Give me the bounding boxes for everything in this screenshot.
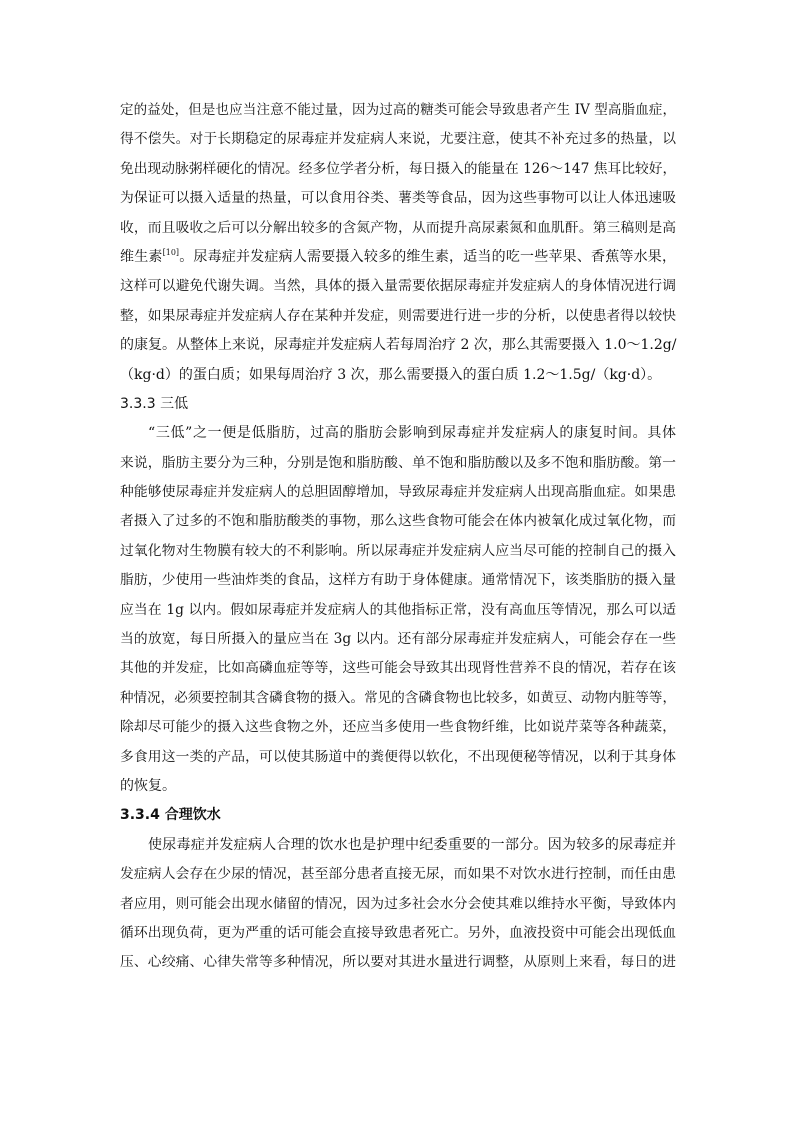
paragraph-line: 多食用这一类的产品，可以使其肠道中的粪便得以软化，不出现便秘等情况，以利于其身体 [120,748,676,765]
paragraph-line: 种情况，必须要控制其含磷食物的摄入。常见的含磷食物也比较多，如黄豆、动物内脏等等， [120,689,676,706]
paragraph-line: 整，如果尿毒症并发症病人存在某种并发症，则需要进行进一步的分析，以使患者得以较快 [120,307,676,324]
paragraph-line: （kg·d）的蛋白质；如果每周治疗 3 次，那么需要摄入的蛋白质 1.2～1.5g/（kg·d）。 [120,366,662,383]
paragraph-line: 者摄入了过多的不饱和脂肪酸类的事物，那么这些食物可能会在体内被氧化成过氧化物，而 [120,513,676,530]
paragraph-line: 免出现动脉粥样硬化的情况。经多位学者分析，每日摄入的能量在 126～147 焦耳比较好， [120,160,677,177]
document-body [120,96,676,978]
line-text: 。尿毒症并发症病人需要摄入较多的维生素，适当的吃一些苹果、香蕉等水果， [179,248,677,265]
paragraph-line: 收，而且吸收之后可以分解出较多的含氮产物，从而提升高尿素氮和血肌酐。第三稿则是高 [120,219,676,236]
paragraph-line: 循环出现负荷，更为严重的话可能会直接导致患者死亡。另外，血液投资中可能会出现低血 [120,924,676,941]
paragraph-line: 当的放宽，每日所摄入的量应当在 3g 以内。还有部分尿毒症并发症病人，可能会存在一些 [120,631,676,648]
paragraph-line: 脂肪，少使用一些油炸类的食品，这样方有助于身体健康。通常情况下，该类脂肪的摄入量 [120,572,676,589]
paragraph-line: 发症病人会存在少尿的情况，甚至部分患者直接无尿，而如果不对饮水进行控制，而任由患 [120,866,676,883]
paragraph-line: 种能够使尿毒症并发症病人的总胆固醇增加，导致尿毒症并发症病人出现高脂血症。如果患 [120,484,676,501]
paragraph-line: 为保证可以摄入适量的热量，可以食用谷类、薯类等食品，因为这些事物可以让人体迅速吸 [120,190,676,207]
line-text: 维生素 [120,248,163,265]
paragraph-line: 压、心绞痛、心律失常等多种情况，所以要对其进水量进行调整，从原则上来看，每日的进 [120,954,676,971]
paragraph-line: 得不偿失。对于长期稳定的尿毒症并发症病人来说，尤要注意，使其不补充过多的热量，以 [120,131,676,148]
section-heading: 3.3.4 合理饮水 [120,807,221,824]
paragraph-line: 使尿毒症并发症病人合理的饮水也是护理中纪委重要的一部分。因为较多的尿毒症并 [148,836,676,853]
paragraph-line: 应当在 1g 以内。假如尿毒症并发症病人的其他指标正常，没有高血压等情况，那么可以适 [120,601,676,618]
paragraph-line: 除却尽可能少的摄入这些食物之外，还应当多使用一些食物纤维，比如说芹菜等各种蔬菜， [120,719,676,736]
paragraph-line: 的康复。从整体上来说，尿毒症并发症病人若每周治疗 2 次，那么其需要摄入 1.0～1.2g/ [120,337,677,354]
paragraph-line: 定的益处，但是也应当注意不能过量，因为过高的糖类可能会导致患者产生 IV 型高脂血症， [120,102,676,118]
paragraph-line: 过氧化物对生物膜有较大的不利影响。所以尿毒症并发症病人应当尽可能的控制自己的摄入 [120,542,676,559]
paragraph-line: 来说，脂肪主要分为三种，分别是饱和脂肪酸、单不饱和脂肪酸以及多不饱和脂肪酸。第一 [120,454,676,471]
paragraph-line: 者应用，则可能会出现水储留的情况，因为过多社会水分会使其难以维持水平衡，导致体内 [120,895,676,912]
paragraph-line: 这样可以避免代谢失调。当然，具体的摄入量需要依据尿毒症并发症病人的身体情况进行调 [120,278,676,295]
paragraph-line: 其他的并发症，比如高磷血症等等，这些可能会导致其出现肾性营养不良的情况，若存在该 [120,660,676,677]
paragraph-line: “三低”之一便是低脂肪，过高的脂肪会影响到尿毒症并发症病人的康复时间。具体 [148,425,676,442]
citation-marker: [10] [162,247,180,257]
section-heading: 3.3.3 三低 [120,395,189,412]
paragraph-line: 的恢复。 [120,777,176,794]
paragraph-line [120,243,676,272]
